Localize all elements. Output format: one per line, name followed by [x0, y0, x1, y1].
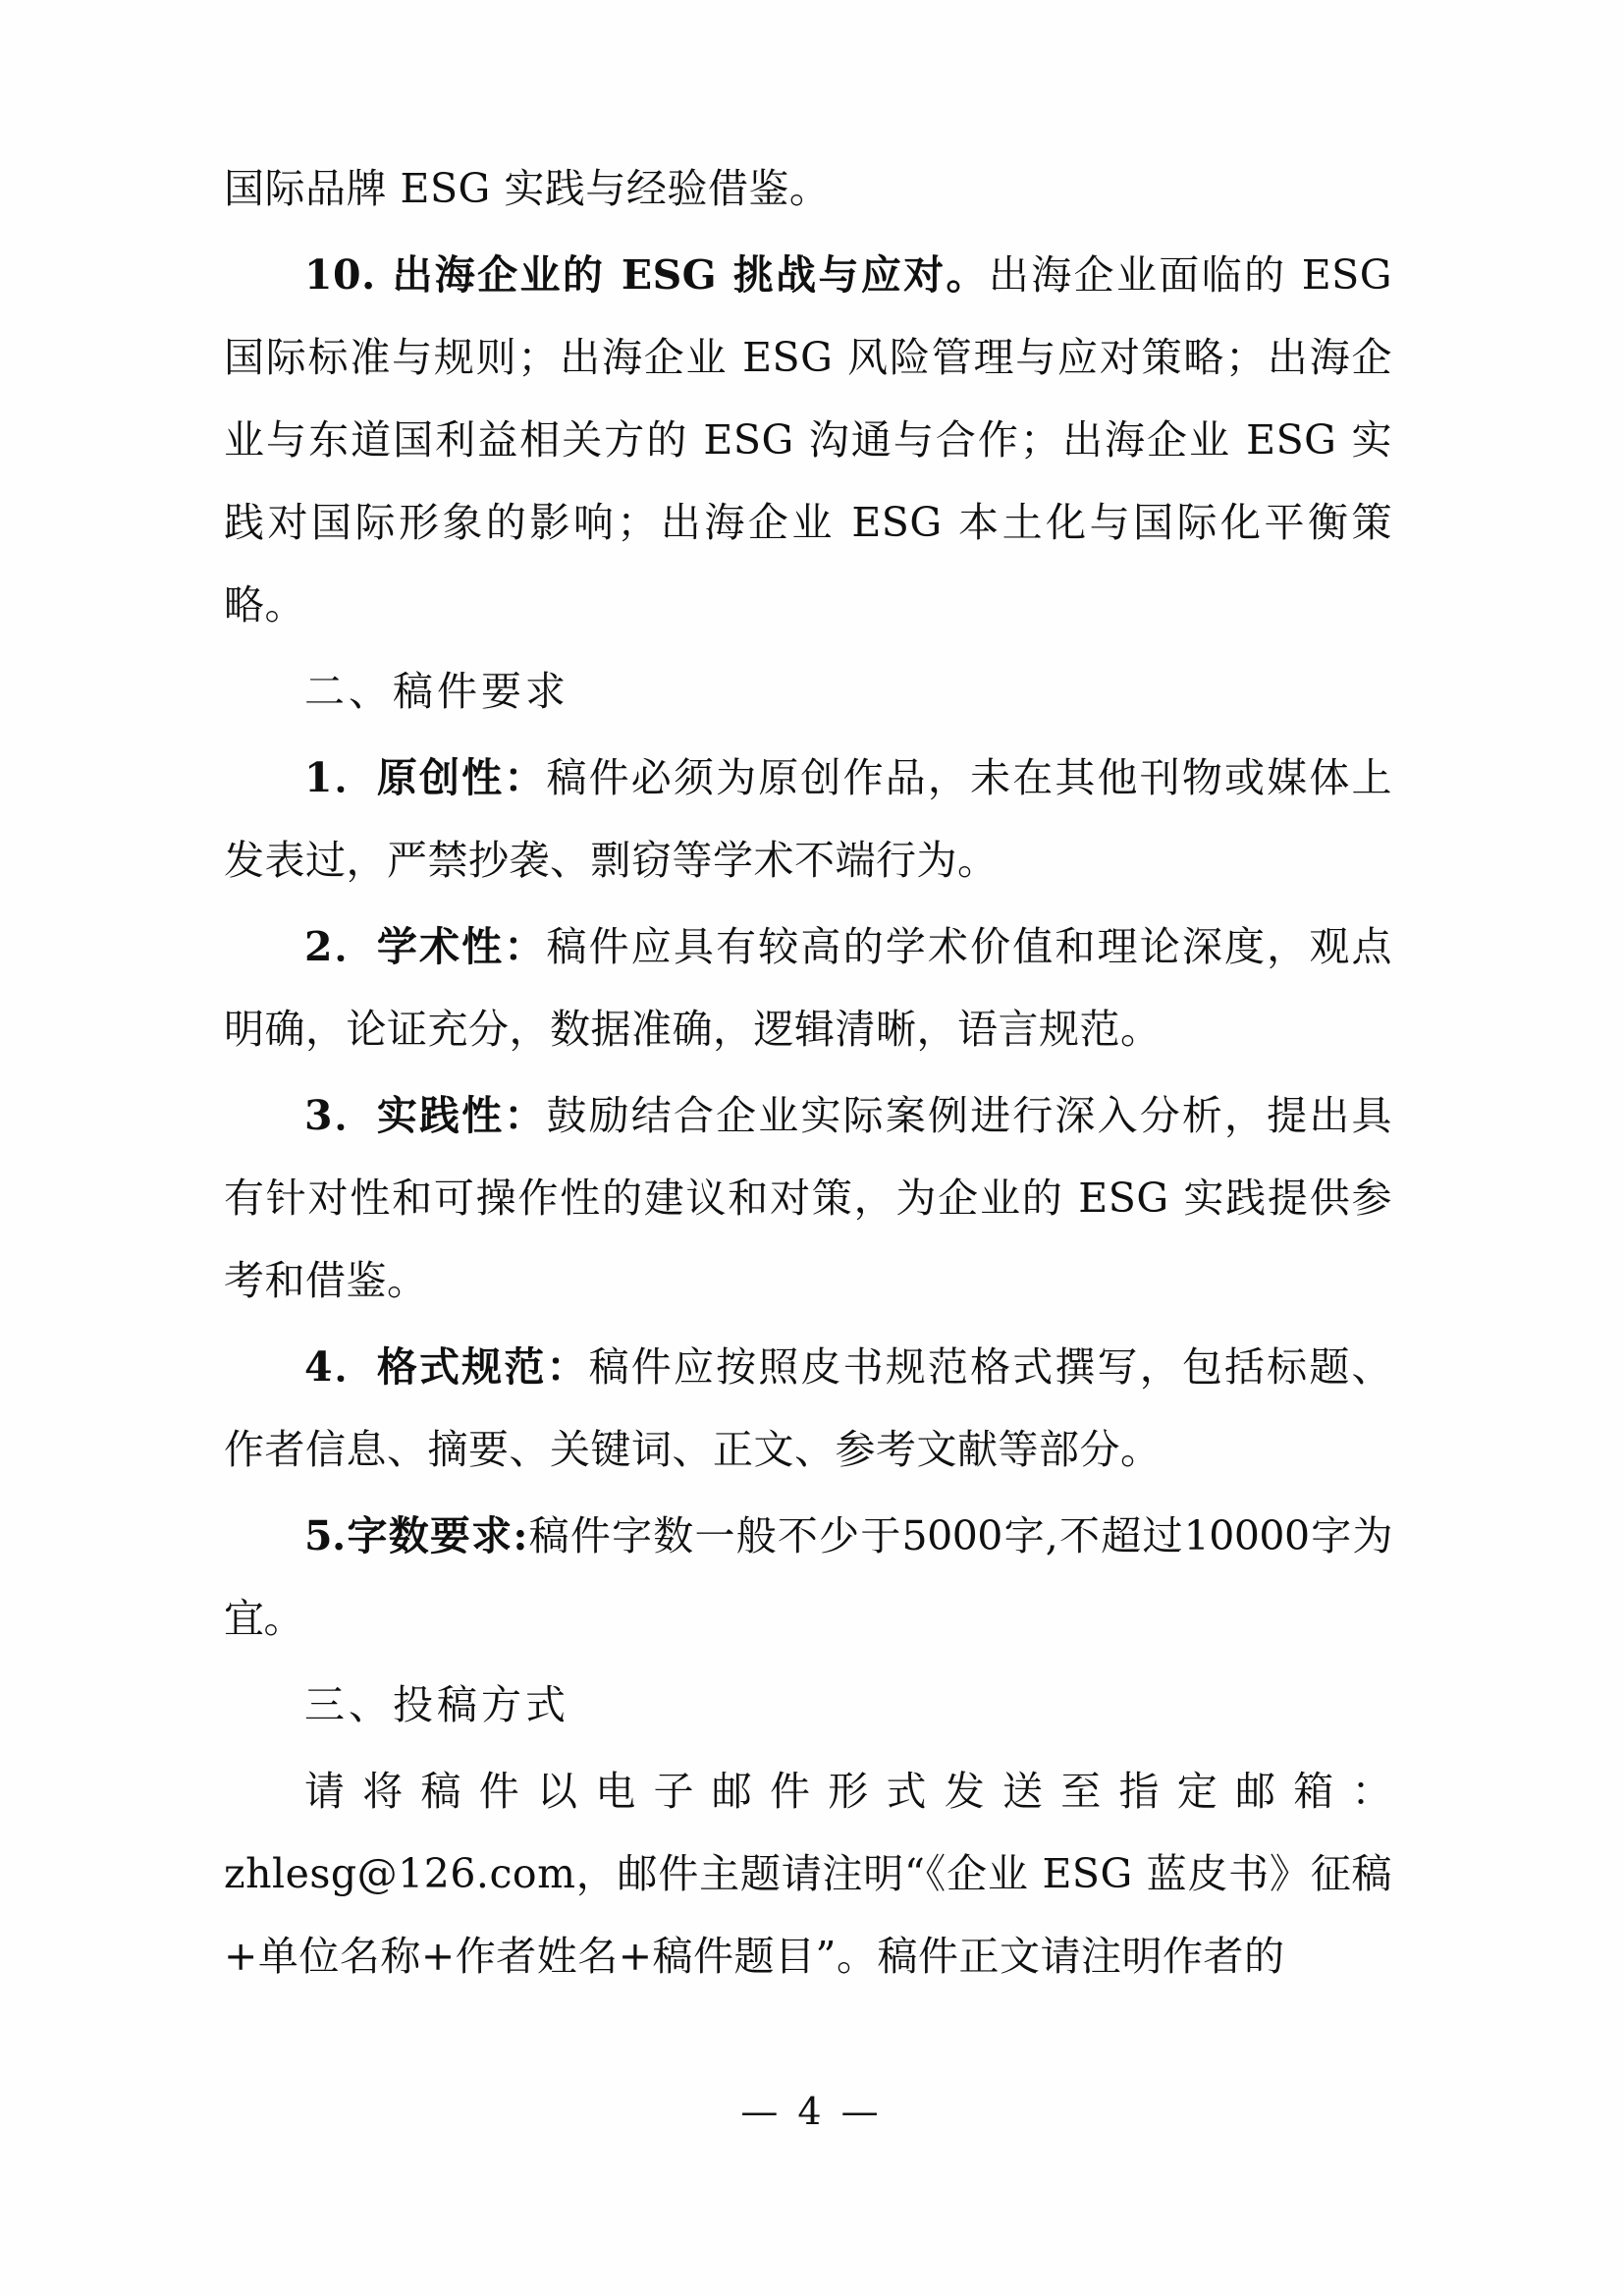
requirement-1-lead: 1．原创性： [304, 754, 547, 801]
paragraph-requirement-3 [224, 1074, 1392, 1322]
requirement-3-lead: 3．实践性： [304, 1092, 547, 1139]
section-heading-2: 二、稿件要求 [304, 668, 569, 715]
requirement-5-body: 稿件字数一般不少于5000字,不超过10000字为宜。 [224, 1512, 1392, 1642]
requirement-3-body: 鼓励结合企业实际案例进行深入分析，提出具有针对性和可操作性的建议和对策，为企业的 ESG 实践提供参考和借鉴。 [224, 1092, 1392, 1304]
requirement-5-lead: 5.字数要求: [304, 1512, 527, 1559]
paragraph-requirement-4 [224, 1326, 1392, 1491]
paragraph-international-brand-esg: 国际品牌 ESG 实践与经验借鉴。 [224, 165, 831, 212]
item-10-lead: 10. 出海企业的 ESG 挑战与应对。 [304, 251, 989, 299]
paragraph-item-10 [224, 234, 1392, 646]
requirement-4-body: 稿件应按照皮书规范格式撰写，包括标题、作者信息、摘要、关键词、正文、参考文献等部分。 [224, 1343, 1392, 1473]
section-heading-3: 三、投稿方式 [304, 1681, 569, 1728]
requirement-4-lead: 4．格式规范： [304, 1343, 589, 1391]
requirement-2-lead: 2．学术性： [304, 923, 547, 970]
item-10-body: 出海企业面临的 ESG 国际标准与规则；出海企业 ESG 风险管理与应对策略；出海企业与东道国利益相关方的 ESG 沟通与合作；出海企业 ESG 实践对国际形象的影响；出海企业 ESG 本土化与国际化平衡策略。 [224, 251, 1392, 629]
paragraph-requirement-1 [224, 737, 1392, 902]
paragraph-submission-method: 请将稿件以电子邮件形式发送至指定邮箱：zhlesg@126.com，邮件主题请注明“《企业 ESG 蓝皮书》征稿+单位名称+作者姓名+稿件题目”。稿件正文请注明作者的 [224, 1768, 1392, 1980]
requirement-1-body: 稿件必须为原创作品，未在其他刊物或媒体上发表过，严禁抄袭、剽窃等学术不端行为。 [224, 754, 1392, 884]
page-number: — 4 — [740, 2090, 883, 2133]
paragraph-requirement-2 [224, 905, 1392, 1070]
requirement-2-body: 稿件应具有较高的学术价值和理论深度，观点明确，论证充分，数据准确，逻辑清晰，语言规范。 [224, 923, 1392, 1053]
paragraph-requirement-5 [224, 1495, 1392, 1660]
document-body [224, 147, 1392, 2001]
